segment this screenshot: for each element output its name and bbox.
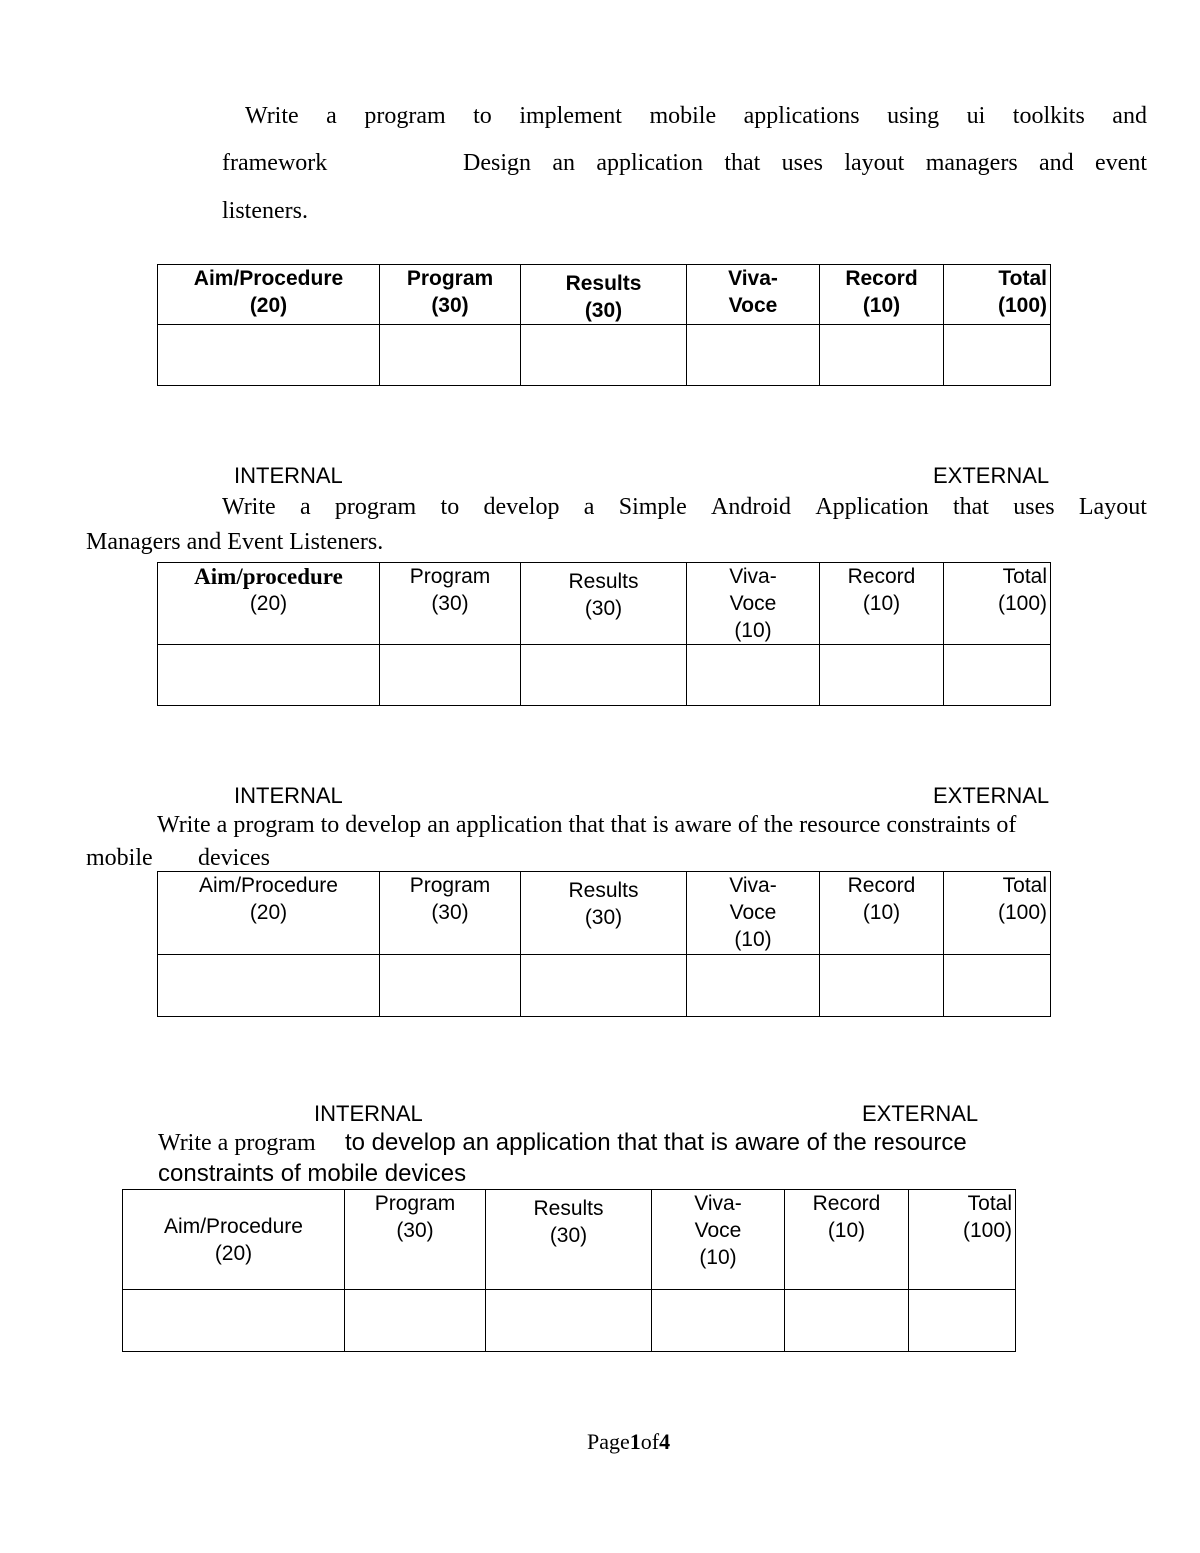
word: to — [473, 103, 492, 129]
page-total: 4 — [659, 1429, 671, 1454]
marks-table-entry-row — [158, 955, 1051, 1017]
word: Android — [711, 494, 792, 520]
header-results: Results (30) — [521, 872, 687, 955]
header-viva-voce: Viva- Voce (10) — [652, 1190, 785, 1290]
header-program: Program (30) — [380, 563, 521, 645]
header-results: Results (30) — [486, 1190, 652, 1290]
header-program: Program (30) — [380, 872, 521, 955]
marks-table-header-row — [123, 1190, 1016, 1290]
header-program: Program (30) — [380, 265, 521, 325]
entry-cell-viva[interactable] — [687, 325, 820, 386]
header-aim-procedure: Aim/procedure (20) — [158, 563, 380, 645]
entry-cell-aim[interactable] — [158, 325, 380, 386]
section-4-line-2: constraints of mobile devices — [158, 1160, 467, 1187]
word: Design — [463, 150, 531, 176]
marks-table-entry-row — [158, 645, 1051, 706]
section-3-line-2a: mobile — [86, 845, 153, 871]
entry-cell-results[interactable] — [521, 955, 687, 1017]
entry-cell-results[interactable] — [521, 645, 687, 706]
word: to — [440, 494, 460, 520]
entry-cell-total[interactable] — [944, 325, 1051, 386]
word: using — [887, 103, 940, 129]
entry-cell-viva[interactable] — [652, 1290, 785, 1352]
section-2-line-2: Managers and Event Listeners. — [86, 529, 384, 555]
header-aim-procedure: Aim/Procedure (20) — [158, 872, 380, 955]
entry-cell-results[interactable] — [486, 1290, 652, 1352]
word: toolkits — [1012, 103, 1085, 129]
word: ui — [966, 103, 986, 129]
entry-cell-total[interactable] — [944, 645, 1051, 706]
internal-signature-label: INTERNAL — [314, 1101, 423, 1126]
word: uses — [781, 150, 824, 176]
word: event — [1095, 150, 1147, 176]
section-4-line-1b: to develop an application that that is aware of the resource — [345, 1129, 967, 1156]
section-3-line-1: Write a program to develop an application that that is aware of the resource constraints of — [157, 812, 1017, 838]
word: a — [299, 494, 311, 520]
section-2-line-1 — [222, 495, 1147, 519]
word: program — [334, 494, 417, 520]
header-results: Results (30) — [521, 265, 687, 325]
entry-cell-aim[interactable] — [158, 645, 380, 706]
header-total: Total (100) — [944, 265, 1051, 325]
entry-cell-record[interactable] — [820, 645, 944, 706]
entry-cell-program[interactable] — [345, 1290, 486, 1352]
entry-cell-record[interactable] — [785, 1290, 909, 1352]
external-signature-label: EXTERNAL — [933, 783, 1050, 808]
entry-cell-viva[interactable] — [687, 645, 820, 706]
section-3-line-2b: devices — [198, 845, 270, 871]
word: develop — [483, 494, 560, 520]
word: Write — [222, 494, 276, 520]
marks-table-header-row — [158, 563, 1051, 645]
word: applications — [743, 103, 860, 129]
word: and — [1039, 150, 1074, 176]
word: Simple — [618, 494, 687, 520]
header-record: Record (10) — [820, 872, 944, 955]
word: uses — [1013, 494, 1055, 520]
header-record: Record (10) — [820, 563, 944, 645]
section-1-line-1 — [245, 104, 1147, 128]
header-record: Record (10) — [785, 1190, 909, 1290]
entry-cell-aim[interactable] — [158, 955, 380, 1017]
word: that — [724, 150, 761, 176]
marks-table-1 — [157, 264, 1051, 386]
internal-signature-label: INTERNAL — [234, 783, 343, 808]
entry-cell-program[interactable] — [380, 955, 521, 1017]
word: managers — [925, 150, 1018, 176]
entry-cell-record[interactable] — [820, 955, 944, 1017]
word: layout — [844, 150, 905, 176]
entry-cell-total[interactable] — [944, 955, 1051, 1017]
header-viva-voce: Viva- Voce (10) — [687, 872, 820, 955]
header-total: Total (100) — [944, 872, 1051, 955]
word: program — [364, 103, 446, 129]
page-number-footer — [587, 1431, 670, 1453]
entry-cell-program[interactable] — [380, 325, 521, 386]
page-word: Page — [587, 1429, 630, 1454]
word: Write — [245, 103, 299, 129]
marks-table-3 — [157, 871, 1051, 1017]
entry-cell-results[interactable] — [521, 325, 687, 386]
header-aim-procedure: Aim/Procedure (20) — [123, 1190, 345, 1290]
entry-cell-program[interactable] — [380, 645, 521, 706]
page-current: 1 — [629, 1429, 641, 1454]
entry-cell-record[interactable] — [820, 325, 944, 386]
word: implement — [519, 103, 622, 129]
marks-table-header-row — [158, 872, 1051, 955]
section-4-line-1a: Write a program — [158, 1130, 316, 1156]
marks-table-entry-row — [123, 1290, 1016, 1352]
word: Application — [815, 494, 929, 520]
marks-table-header-row — [158, 265, 1051, 325]
entry-cell-aim[interactable] — [123, 1290, 345, 1352]
word: and — [1112, 103, 1147, 129]
marks-table-4 — [122, 1189, 1016, 1352]
word: Layout — [1078, 494, 1147, 520]
word: a — [326, 103, 337, 129]
word: mobile — [649, 103, 717, 129]
word: that — [952, 494, 989, 520]
header-record: Record (10) — [820, 265, 944, 325]
header-results: Results (30) — [521, 563, 687, 645]
header-aim-procedure: Aim/Procedure (20) — [158, 265, 380, 325]
word: an — [552, 150, 575, 176]
section-1-line-2b — [463, 151, 1147, 175]
external-signature-label: EXTERNAL — [933, 463, 1050, 488]
page-of-word: of — [640, 1429, 660, 1454]
header-viva-voce: Viva- Voce — [687, 265, 820, 325]
section-1-line-2a: framework — [222, 150, 328, 176]
entry-cell-viva[interactable] — [687, 955, 820, 1017]
external-signature-label: EXTERNAL — [862, 1101, 979, 1126]
marks-table-entry-row — [158, 325, 1051, 386]
header-total: Total (100) — [944, 563, 1051, 645]
word: application — [596, 150, 703, 176]
entry-cell-total[interactable] — [909, 1290, 1016, 1352]
marks-table-2 — [157, 562, 1051, 706]
internal-signature-label: INTERNAL — [234, 463, 343, 488]
header-program: Program (30) — [345, 1190, 486, 1290]
section-1-line-3: listeners. — [222, 198, 308, 224]
word: a — [583, 494, 595, 520]
header-viva-voce: Viva- Voce (10) — [687, 563, 820, 645]
header-total: Total (100) — [909, 1190, 1016, 1290]
